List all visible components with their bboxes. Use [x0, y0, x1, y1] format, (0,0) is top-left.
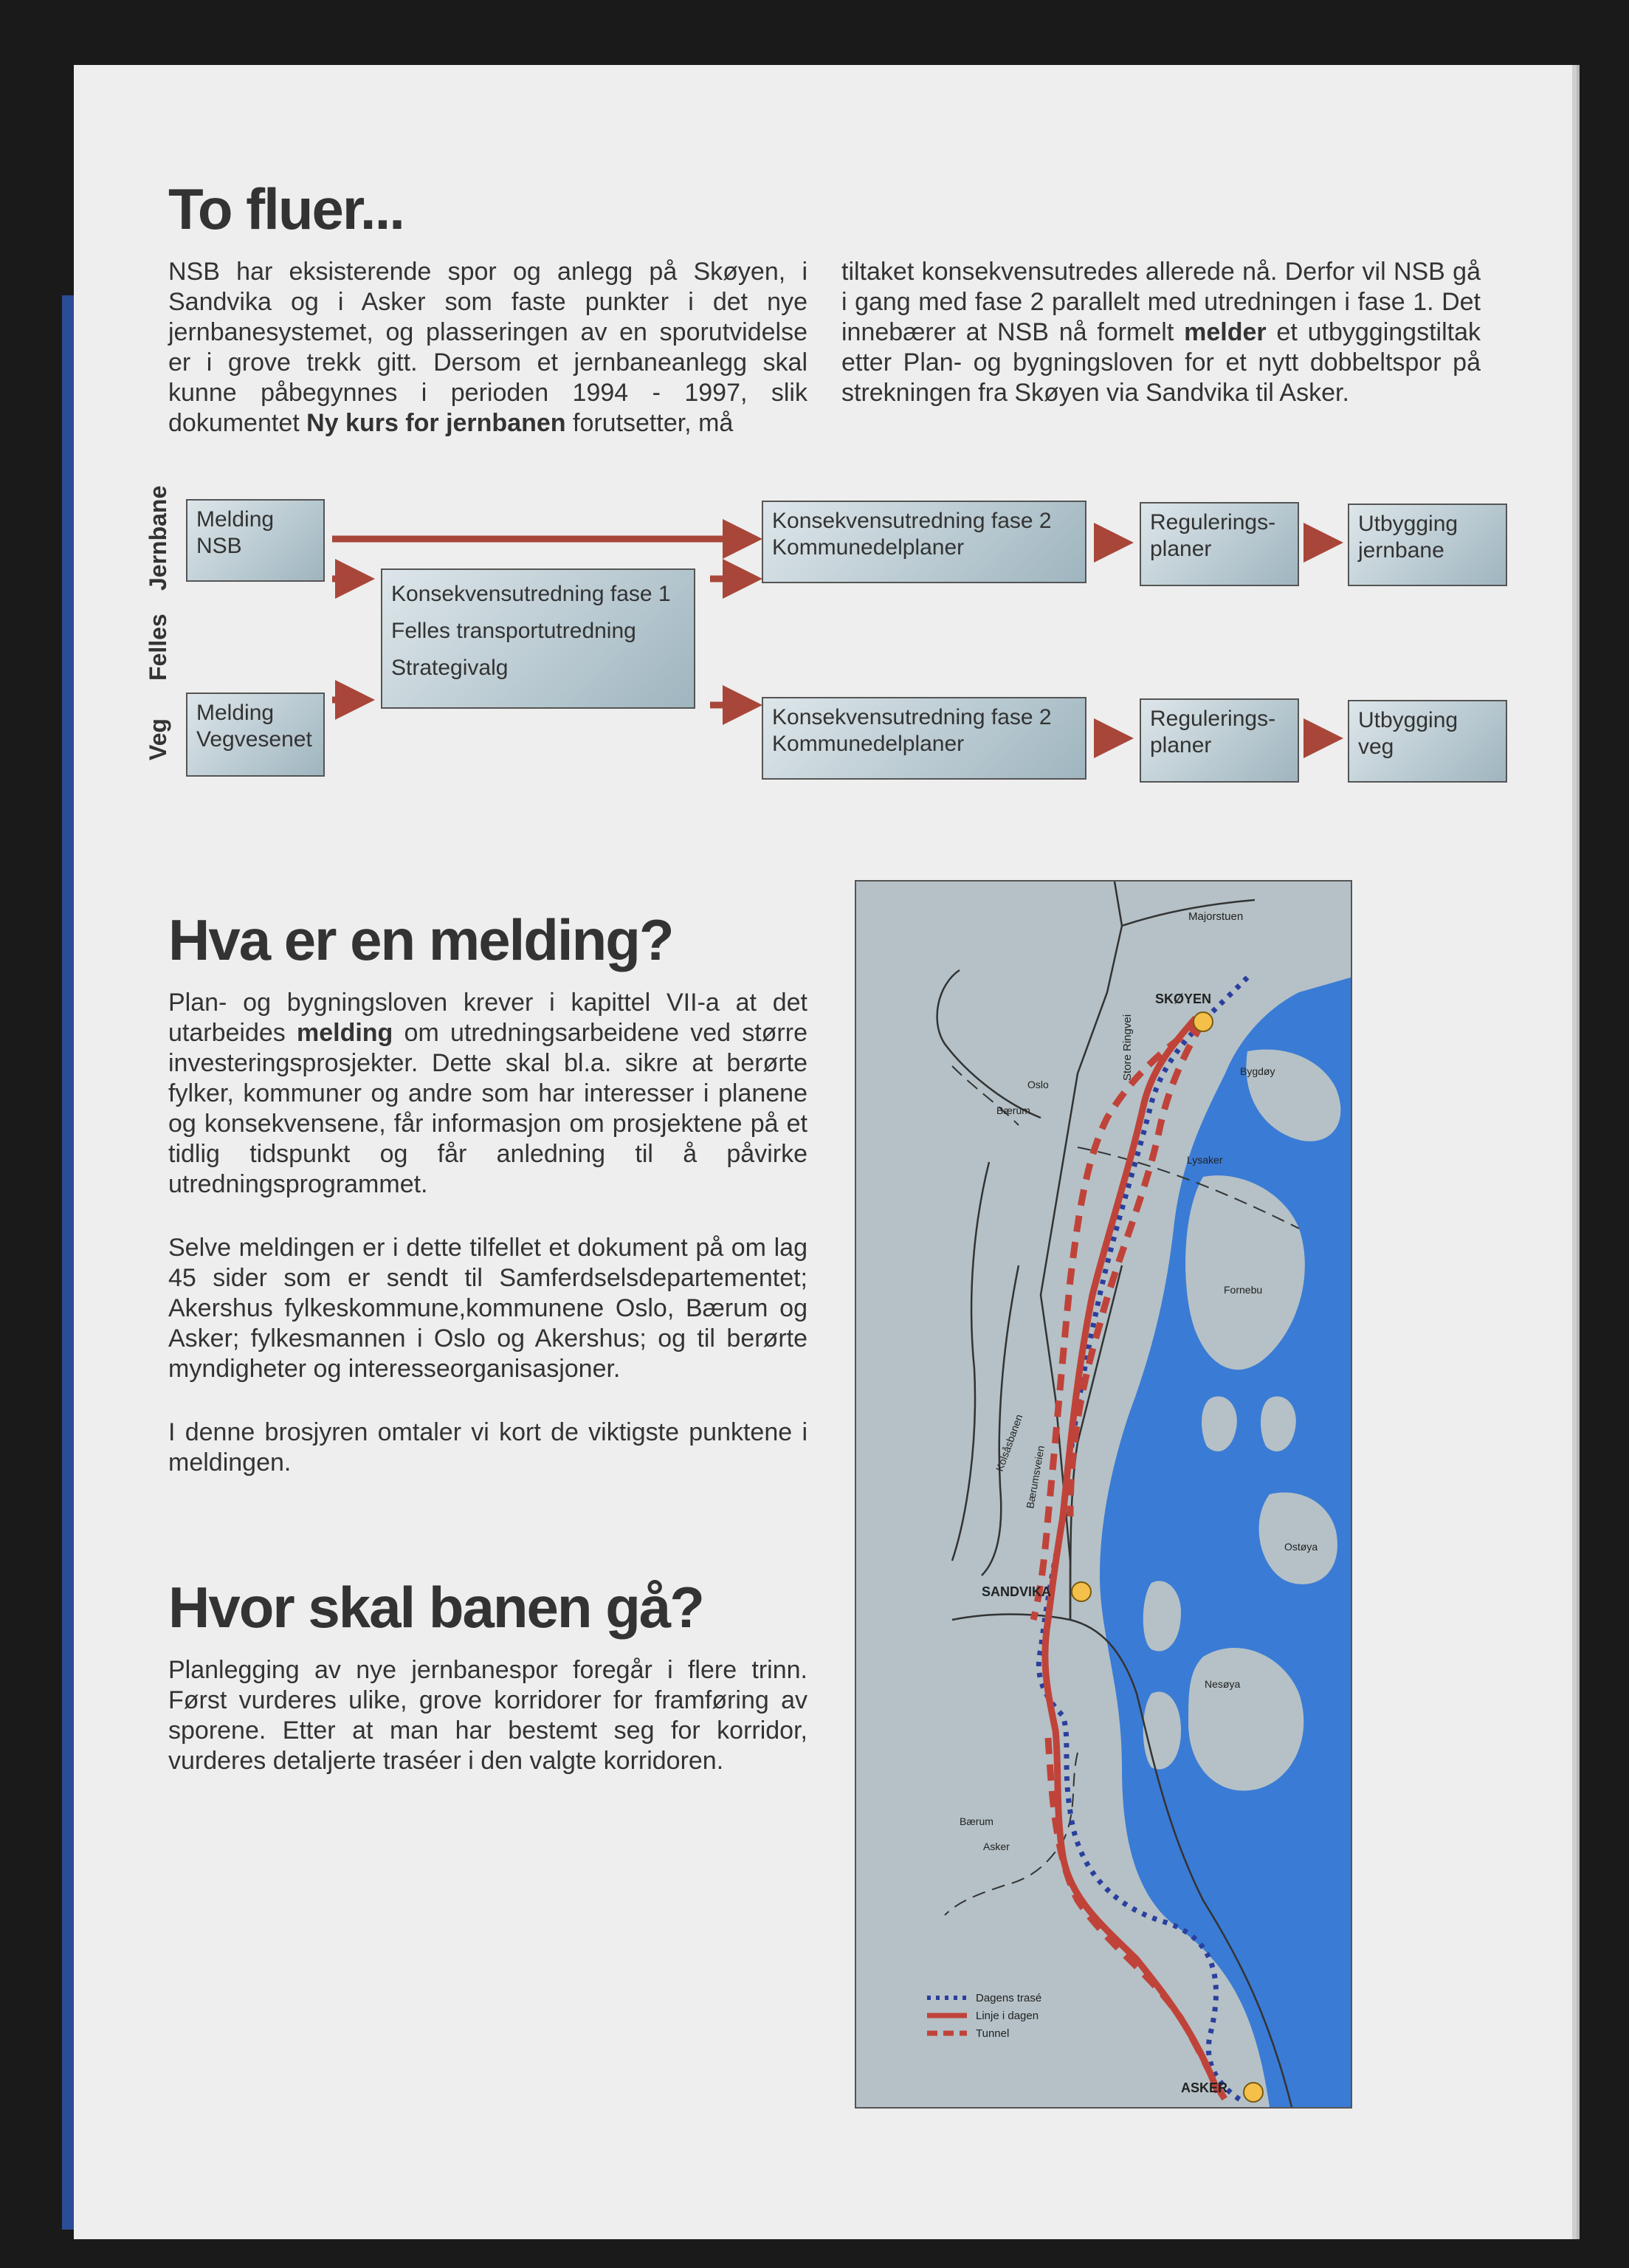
box-fase1-line2: Felles transportutredning — [391, 619, 636, 643]
intro-col1-bold: Ny kurs for jernbanen — [306, 409, 566, 437]
box-utbygging-jernbane — [1348, 504, 1507, 586]
intro-col1-text: NSB har eksisterende spor og anlegg på Skøyen, i Sandvika og i Asker som faste punkter i det nye jernbanesystemet, og plasseringen av en sporutvidelse er i grove trekk gitt. Dersom et jernbaneanlegg skal kunne påbegynnes i perioden 1994 - 1997, slik dokumentet — [168, 258, 807, 437]
station-sandvika-marker — [1072, 1582, 1091, 1601]
station-skoyen-marker — [1194, 1012, 1213, 1031]
station-asker-marker — [1244, 2083, 1263, 2102]
melding-p1-tail: om utredningsarbeidene ved større investeringsprosjekter. Dette skal bl.a. sikre at berørte fylker, kommuner og andre som har interesser i planene og konsekvensene, får informasjon om prosjektene på et tidlig tidspunkt og får anledning til å påvirke utredningsprogrammet. — [168, 1019, 807, 1198]
section-title-to-fluer: To fluer... — [168, 176, 404, 241]
route-map — [855, 880, 1352, 2109]
legend-label-linje: Linje i dagen — [976, 2010, 1039, 2022]
box-melding-veg-line2: Vegvesenet — [196, 727, 312, 752]
melding-p1-bold: melding — [296, 1019, 393, 1047]
box-melding-nsb-line2: NSB — [196, 534, 242, 558]
melding-p1-text: Plan- og bygningsloven krever i kapittel VII-a at det utarbeides — [168, 989, 807, 1047]
lane-label-jernbane: Jernbane — [145, 485, 171, 591]
box-konsekvensutredning-fase1 — [381, 568, 695, 709]
lane-label-veg: Veg — [145, 718, 171, 760]
map-label-baerumsveien: Bærumsveien — [1024, 1444, 1047, 1510]
map-label-asker: ASKER — [1181, 2080, 1228, 2095]
route-map-svg — [856, 882, 1351, 2107]
box-utbygging-veg — [1348, 700, 1507, 783]
box-fase2-jernbane — [762, 501, 1086, 583]
box-fase1-line3: Strategivalg — [391, 656, 509, 680]
box-fase1-line1: Konsekvensutredning fase 1 — [391, 582, 671, 606]
melding-paragraph-1 — [168, 988, 807, 1200]
box-melding-nsb — [186, 499, 325, 582]
section-title-hva-er-en-melding: Hva er en melding? — [168, 907, 673, 972]
melding-paragraph-2: Selve meldingen er i dette tilfellet et dokument på om lag 45 sider som er sendt til Samferdselsdepartementet; Akershus fylkeskommune,kommunene Oslo, Bærum og Asker; fylkesmannen i Oslo og Akershus; og til berørte myndigheter og interesseorganisasjoner. — [168, 1234, 807, 1383]
map-label-asker-small: Asker — [983, 1841, 1010, 1852]
box-reguleringsplaner-jernbane — [1140, 502, 1299, 586]
legend-label-tunnel: Tunnel — [976, 2027, 1010, 2040]
box-fase2-jb-line2: Kommunedelplaner — [772, 535, 965, 560]
box-melding-nsb-line1: Melding — [196, 507, 275, 532]
box-reguleringsplaner-veg — [1140, 698, 1299, 783]
border-oslo-baerum — [952, 1066, 1019, 1125]
legend-label-dagens: Dagens trasé — [976, 1992, 1042, 2004]
map-label-lysaker: Lysaker — [1187, 1154, 1223, 1166]
box-utb-jb-line1: Utbygging — [1358, 512, 1458, 536]
map-legend — [927, 1992, 1041, 2040]
box-reg-jb-line1: Regulerings- — [1150, 510, 1276, 535]
section-title-hvor-skal-banen-ga: Hvor skal banen gå? — [168, 1575, 703, 1640]
map-label-bygdoy: Bygdøy — [1240, 1065, 1275, 1077]
map-label-kolsasbanen: Kolsåsbanen — [993, 1412, 1025, 1474]
map-label-baerum-2: Bærum — [960, 1815, 993, 1827]
box-melding-veg-line1: Melding — [196, 701, 275, 725]
map-label-majorstuen: Majorstuen — [1188, 910, 1244, 923]
hvor-paragraph-1: Planlegging av nye jernbanespor foregår i flere trinn. Først vurderes ulike, grove korridorer for framføring av sporene. Etter at man har bestemt seg for korridor, vurderes detaljerte traséer i den valgte korridoren. — [168, 1656, 807, 1775]
box-utb-veg-line2: veg — [1358, 735, 1394, 759]
box-reg-veg-line1: Regulerings- — [1150, 707, 1276, 731]
map-label-ostoya: Ostøya — [1284, 1541, 1318, 1553]
box-utb-veg-line1: Utbygging — [1358, 708, 1458, 732]
melding-paragraph-3: I denne brosjyren omtaler vi kort de viktigste punktene i meldingen. — [168, 1418, 807, 1477]
road-kolsasbanen — [952, 1162, 989, 1561]
box-fase2-veg — [762, 697, 1086, 780]
map-label-oslo: Oslo — [1027, 1079, 1049, 1090]
box-reg-veg-line2: planer — [1150, 733, 1212, 757]
map-label-nesoya: Nesøya — [1205, 1678, 1241, 1690]
box-fase2-jb-line1: Konsekvensutredning fase 2 — [772, 509, 1052, 533]
map-label-sandvika: SANDVIKA — [982, 1584, 1052, 1599]
box-fase2-veg-line2: Kommunedelplaner — [772, 732, 965, 756]
map-label-fornebu: Fornebu — [1224, 1284, 1263, 1296]
box-fase2-veg-line1: Konsekvensutredning fase 2 — [772, 705, 1052, 729]
box-utb-jb-line2: jernbane — [1358, 538, 1444, 563]
map-label-baerum: Bærum — [996, 1104, 1030, 1116]
map-label-skoyen: SKØYEN — [1155, 992, 1212, 1006]
box-reg-jb-line2: planer — [1150, 537, 1212, 561]
intro-col2-text: tiltaket konsekvensutredes allerede nå. Derfor vil NSB gå i gang med fase 2 parallelt med utredningen i fase 1. Det innebærer at NSB nå formelt — [841, 258, 1481, 346]
road-oslo-west — [937, 970, 1041, 1118]
box-melding-vegvesenet — [186, 693, 325, 777]
map-label-store-ringvei: Store Ringvei — [1121, 1014, 1134, 1081]
lane-label-felles: Felles — [145, 614, 171, 681]
intro-col1-tail: forutsetter, må — [565, 409, 734, 437]
intro-col2-tail: et utbyggingstiltak etter Plan- og bygningsloven for et nytt dobbeltspor på strekningen fra Skøyen via Sandvika til Asker. — [841, 318, 1481, 407]
intro-col2-bold: melder — [1184, 318, 1267, 346]
